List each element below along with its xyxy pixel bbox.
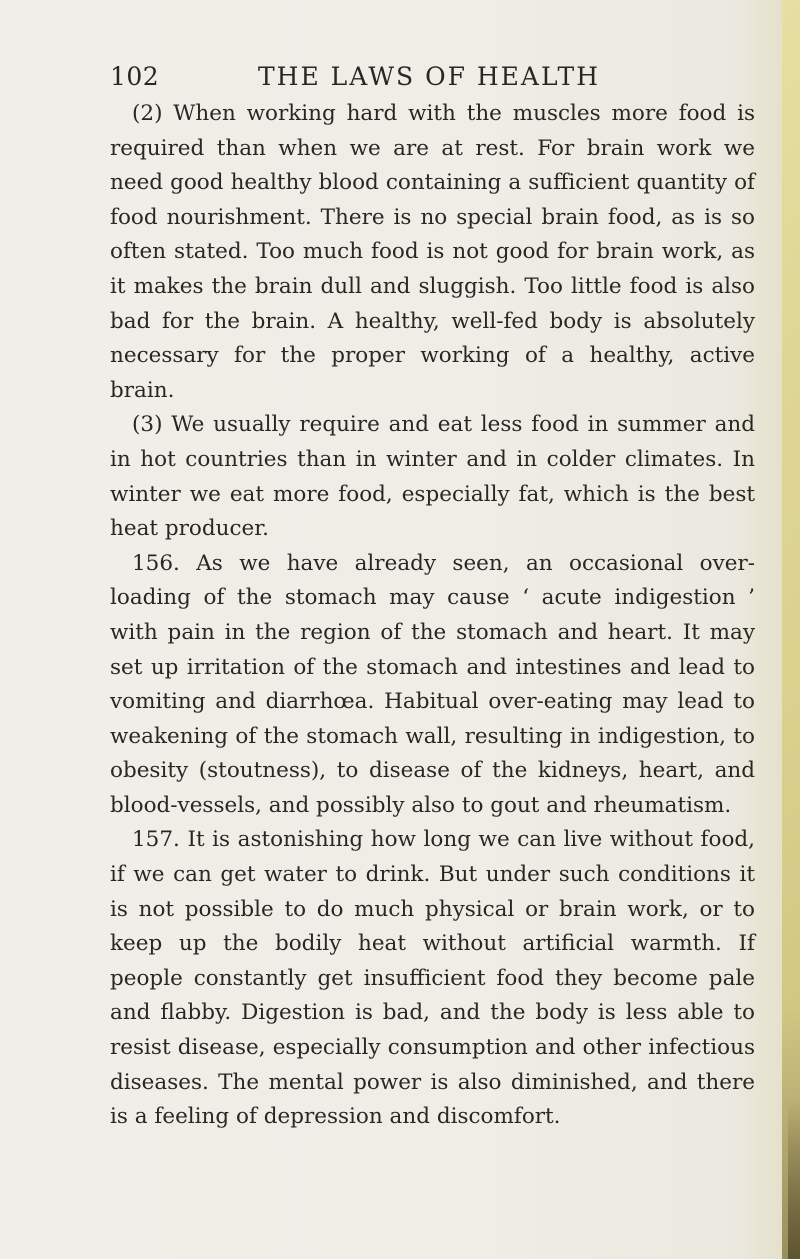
paragraph-2-brain-food: (2) When working hard with the muscles more food is required than when we are at rest. For brain work we need good healthy blood containing a sufficient quantity of food nourishment. There is no special brain food, as is so often stated. Too much food is not good for brain work, as it makes the brain dull and sluggish. Too little food is also bad for the brain. A healthy, well-fed body is absolutely necessary for the proper working of a healthy, active brain. [110,101,755,403]
paragraph-157-starvation: 157. It is astonishing how long we can live without food, if we can get water to drink. But under such conditions it is not possible to do much physical or brain work, or to keep up the bodily heat without artificial warmth. If people constantly get insufficient food they become pale and flabby. Digestion is bad, and the body is less able to resist disease, especially consumption and other infectious diseases. The mental power is also diminished, and there is a feeling of depression and discomfort. [110,827,755,1130]
body-text [110,97,755,1135]
page-header [110,62,760,102]
page-edge [782,0,800,1259]
running-title: THE LAWS OF HEALTH [258,62,601,91]
paragraph-156-indigestion: 156. As we have already seen, an occasional over-loading of the stomach may cause ‘ acute indigestion ’ with pain in the region of the stomach and heart. It may set up irritation of the stomach and intestines and lead to vomiting and diarrhœa. Habitual over-eating may lead to weakening of the stomach wall, resulting in indigestion, to obesity (stoutness), to disease of the kidneys, heart, and blood-vessels, and possibly also to gout and rheumatism. [110,550,755,818]
page-edge-shadow [788,1099,800,1259]
page-number: 102 [110,62,160,91]
paragraph-3-climate: (3) We usually require and eat less food in summer and in hot countries than in winter and in colder climates. In winter we eat more food, especially fat, which is the best heat producer. [110,412,755,542]
